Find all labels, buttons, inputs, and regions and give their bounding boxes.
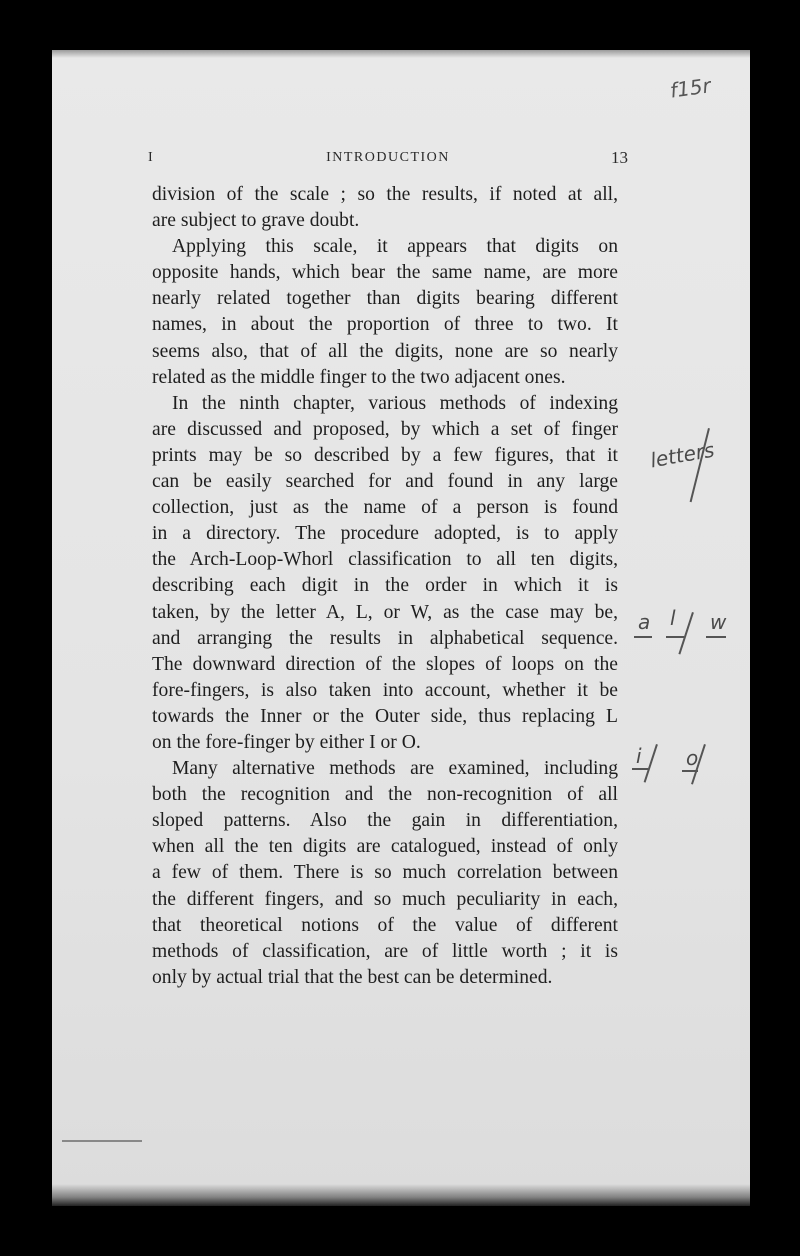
text-line: division of the scale ; so the results, if noted at all,	[152, 184, 618, 205]
book-page	[52, 50, 750, 1206]
text-line: The downward direction of the slopes of loops on the	[152, 653, 618, 675]
text-line: are subject to grave doubt.	[152, 210, 360, 232]
text-line: Applying this scale, it appears that digits on	[172, 236, 618, 258]
text-line: fore-fingers, is also taken into account, whether it be	[152, 679, 618, 701]
text-line: nearly related together than digits bearing different	[152, 288, 618, 310]
margin-slash	[678, 612, 693, 654]
text-line: on the fore-finger by either I or O.	[152, 731, 421, 753]
text-line: only by actual trial that the best can be determined.	[152, 966, 553, 988]
running-head-title: INTRODUCTION	[326, 150, 450, 165]
text-line: In the ninth chapter, various methods of indexing	[172, 392, 618, 414]
margin-underline	[632, 768, 648, 770]
text-line: seems also, that of all the digits, none are so nearly	[152, 340, 618, 362]
pencil-mark	[62, 1140, 142, 1142]
text-line: towards the Inner or the Outer side, thus replacing L	[152, 705, 618, 727]
margin-note-letters: letters	[648, 437, 717, 473]
margin-underline	[634, 636, 652, 638]
margin-slash	[644, 744, 658, 783]
text-line: prints may be so described by a few figures, that it	[152, 444, 618, 466]
text-line: Many alternative methods are examined, including	[172, 758, 618, 780]
text-line: and arranging the results in alphabetical sequence.	[152, 627, 618, 649]
page-bottom-edge	[52, 1184, 750, 1206]
text-line: both the recognition and the non-recognition of all	[152, 784, 618, 806]
margin-underline	[706, 636, 726, 638]
text-line: when all the ten digits are catalogued, instead of only	[152, 836, 618, 858]
signature-mark: I	[148, 150, 155, 165]
text-line: opposite hands, which bear the same name, are more	[152, 262, 618, 284]
running-head	[148, 150, 628, 172]
text-line: the Arch-Loop-Whorl classification to all ten digits,	[152, 549, 618, 571]
text-line: methods of classification, are of little worth ; it is	[152, 940, 618, 962]
margin-note-w: w	[710, 610, 727, 634]
text-line: related as the middle finger to the two adjacent ones.	[152, 366, 566, 388]
text-line: in a directory. The procedure adopted, is to apply	[152, 523, 618, 545]
page-number: 13	[611, 148, 628, 167]
margin-note-o: o	[686, 746, 699, 770]
text-line: can be easily searched for and found in any large	[152, 471, 618, 493]
margin-note-a: a	[638, 610, 651, 634]
margin-underline	[666, 636, 684, 638]
body-text	[152, 182, 618, 991]
text-line: sloped patterns. Also the gain in differentiation,	[152, 810, 618, 832]
text-line: that theoretical notions of the value of different	[152, 914, 618, 936]
text-line: collection, just as the name of a person is found	[152, 497, 618, 519]
text-line: the different fingers, and so much peculiarity in each,	[152, 888, 618, 910]
text-line: a few of them. There is so much correlation between	[152, 862, 618, 884]
margin-note-l: l	[670, 606, 676, 630]
corner-annotation: f15r	[668, 73, 713, 103]
text-line: describing each digit in the order in which it is	[152, 575, 618, 597]
text-line: are discussed and proposed, by which a set of finger	[152, 418, 618, 440]
text-line: taken, by the letter A, L, or W, as the case may be,	[152, 601, 618, 623]
text-line: names, in about the proportion of three to two. It	[152, 314, 618, 336]
margin-note-i: i	[636, 744, 642, 768]
